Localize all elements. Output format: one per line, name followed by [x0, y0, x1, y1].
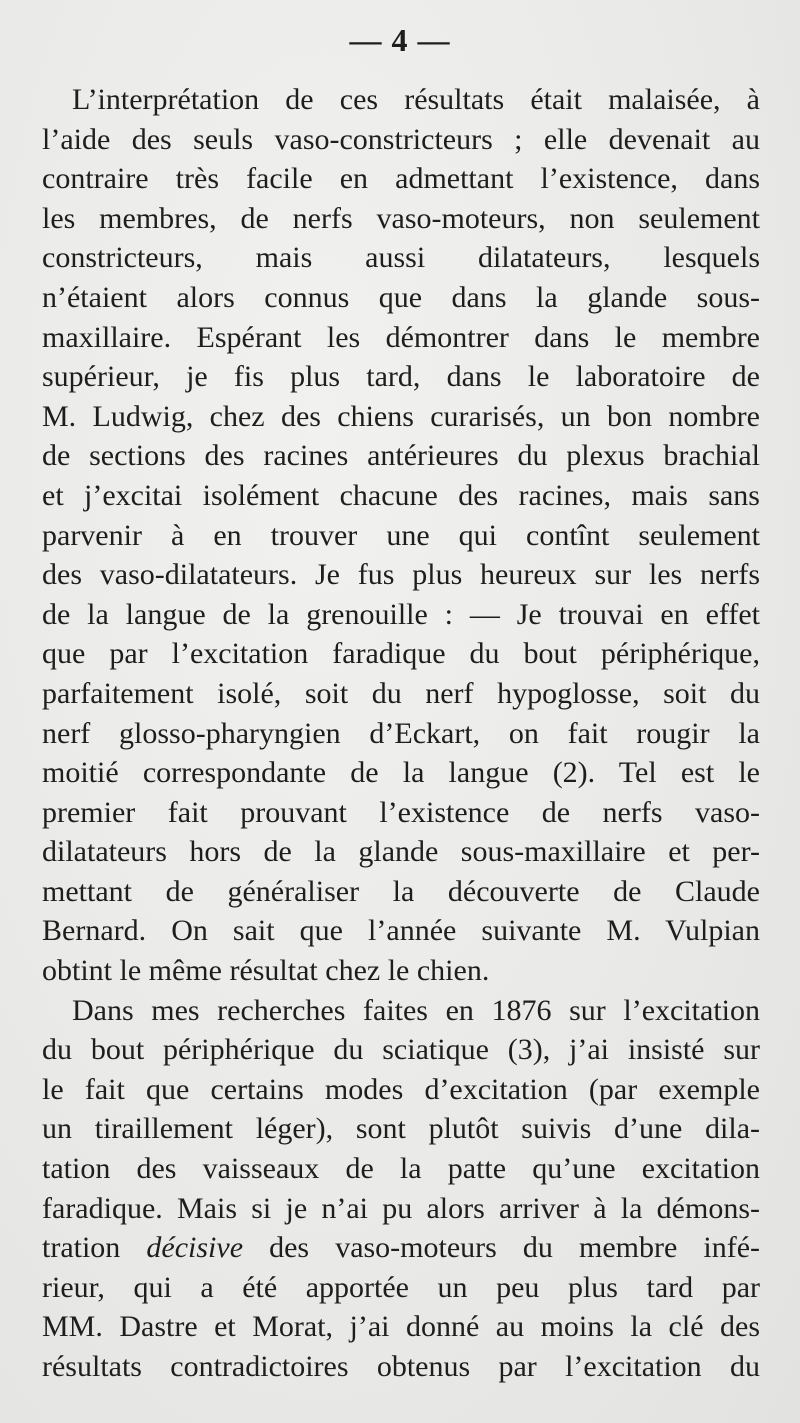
- text-line: un tiraillement léger), sont plutôt suivis d’une dila-: [42, 1112, 760, 1146]
- text-line: rieur, qui a été apportée un peu plus tard par: [42, 1270, 760, 1304]
- page-number: — 4 —: [349, 22, 451, 58]
- text-line: faradique. Mais si je n’ai pu alors arriver à la démons-: [42, 1191, 760, 1225]
- text-line: mettant de généraliser la découverte de Claude: [42, 874, 760, 908]
- text-line: moitié correspondante de la langue (2). Tel est le: [42, 756, 760, 790]
- text-line: de la langue de la grenouille : — Je trouvai en effet: [42, 597, 760, 631]
- text-line: n’étaient alors connus que dans la glande sous-: [42, 280, 760, 314]
- text-line: obtint le même résultat chez le chien.: [42, 954, 490, 988]
- text-line: parvenir à en trouver une qui contînt seulement: [42, 518, 760, 552]
- text-line: constricteurs, mais aussi dilatateurs, lesquels: [42, 241, 760, 275]
- text-line: le fait que certains modes d’excitation (par exemple: [42, 1072, 760, 1106]
- text-line: nerf glosso-pharyngien d’Eckart, on fait rougir la: [42, 716, 760, 750]
- text-line: Dans mes recherches faites en 1876 sur l’excitation: [72, 993, 760, 1027]
- text-line: MM. Dastre et Morat, j’ai donné au moins la clé des: [42, 1310, 760, 1344]
- italic-emphasis: décisive: [146, 1231, 244, 1265]
- text-run: des vaso-moteurs du membre infé-: [269, 1231, 760, 1265]
- text-line: L’interprétation de ces résultats était malaisée, à: [72, 83, 760, 116]
- text-line: M. Ludwig, chez des chiens curarisés, un bon nombre: [42, 399, 760, 433]
- text-line: les membres, de nerfs vaso-moteurs, non seulement: [42, 201, 760, 235]
- text-line: résultats contradictoires obtenus par l’excitation du: [42, 1350, 760, 1383]
- text-line: tation des vaisseaux de la patte qu’une excitation: [42, 1152, 760, 1186]
- text-line: parfaitement isolé, soit du nerf hypoglosse, soit du: [42, 676, 760, 710]
- body-text: [42, 80, 760, 1387]
- text-line: dilatateurs hors de la glande sous-maxillaire et per-: [42, 835, 760, 869]
- text-run: tration: [42, 1231, 121, 1265]
- text-line: et j’excitai isolément chacune des racines, mais sans: [42, 478, 760, 512]
- text-line: maxillaire. Espérant les démontrer dans le membre: [42, 320, 760, 354]
- text-line: l’aide des seuls vaso-constricteurs ; elle devenait au: [42, 122, 760, 156]
- text-line: supérieur, je fis plus tard, dans le laboratoire de: [42, 360, 760, 394]
- text-line: premier fait prouvant l’existence de nerfs vaso-: [42, 795, 760, 829]
- text-line: Bernard. On sait que l’année suivante M. Vulpian: [42, 914, 760, 948]
- text-line: de sections des racines antérieures du plexus brachial: [42, 439, 760, 473]
- text-line-mixed: [42, 1228, 760, 1268]
- text-line: contraire très facile en admettant l’existence, dans: [42, 162, 760, 196]
- text-line: des vaso-dilatateurs. Je fus plus heureux sur les nerfs: [42, 558, 760, 592]
- text-line: du bout périphérique du sciatique (3), j’ai insisté sur: [42, 1033, 760, 1067]
- text-line: que par l’excitation faradique du bout périphérique,: [42, 637, 760, 671]
